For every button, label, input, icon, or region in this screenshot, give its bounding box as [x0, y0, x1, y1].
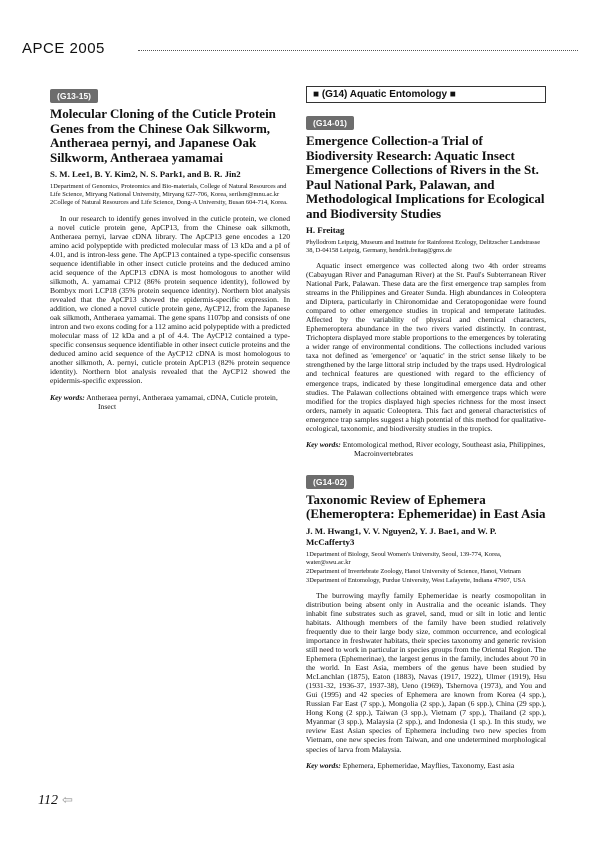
article-abstract: In our research to identify genes involved in the cuticle protein, we cloned a novel cuticle protein gene, ApCP13, from the Chinese oak silkmoth, Antheraea pernyi, larvae cDNA library. The ApCP13 gene encodes a 120 amino acid polypeptide with predicted molecular mass of 13 kDa and a pI of 4.01, and is intron-less gene. The ApCP13 contained a type-specific consensus sequence identifiable in other insect cuticle proteins and the deduced amino acid sequence of the ApCP13 cDNA is most homologous to another wild silkmoth, A. yamamai CP12 (86% protein sequence identity), followed by Bombyx mori LCP18 (35% protein sequence identity). Northern blot analysis revealed that the ApCP13 showed the epidermis-specific expression. In addition, we cloned a novel cuticle protein gene, AyCP12, from the Japanese oak silkmoth, Antheraea yamamai. The gene spans 1107bp and consists of one intron and two exons coding for a 112 amino acid polypeptide with a predicted molecular mass of 12 kDa and a pI of 4.4. The AyCP12 contained a type-specific consensus sequence identifiable in other insect cuticle proteins and the deduced amino acid sequence of the AyCP12 cDNA is most homologous to another silkmoth, A. pernyi, cuticle protein ApCP13 (82% protein sequence identity). Northern blot analysis revealed that the AyCP12 showed the epidermis-specific expression.	[50, 213, 290, 386]
article-affiliations	[306, 551, 546, 585]
keywords-label: Key words:	[306, 760, 341, 770]
article-authors: S. M. Lee1, B. Y. Kim2, N. S. Park1, and B. R. Jin2	[50, 169, 241, 179]
article-keywords	[306, 761, 546, 770]
affiliation: 1Department of Biology, Seoul Women's University, Seoul, 139-774, Korea, water@swu.ac.kr	[306, 550, 502, 567]
article-tag: (G14-01)	[306, 116, 354, 130]
article-title: Taxonomic Review of Ephemera (Ehemeroptera: Ephemeridae) in East Asia	[306, 491, 546, 522]
affiliation: 2Department of Invertebrate Zoology, Hanoi University of Science, Hanoi, Vietnam	[306, 567, 521, 575]
article-affiliations	[50, 183, 290, 208]
article-g14-01	[306, 113, 546, 458]
article-keywords	[306, 440, 546, 458]
affiliation: Phyllodrom Leipzig, Museum and Institute for Rainforest Ecology, Delitzscher Landstrasse 38, D-04158 Leipzig, Germany, hendrik.freitag@gmx.de	[306, 238, 541, 254]
article-g14-02	[306, 472, 546, 770]
article-abstract: Aquatic insect emergence was collected along two 4th order streams (Cabayugan River and Panaguman River) at the St. Paul's Subterranean River National Park, Palawan. These data are the first emergence trap samples from streams in the Philippines and Greater Sunda. High abundances in Coleoptera and Diptera, particularly in Chironomidae and Ceratopogonidae were found compared to other emergence studies in tropical and temperate latitudes. Affected by the variability of physical and chemical characters, Ephemeroptera abundance in the two rivers varied distinctly. In contrast, Trichoptera displayed more stable proportions to the emergences by tolerating a wider range of environmental conditions. The collections included various taxa not defined as 'emergence' or 'aquatic' in the strict sense likely to be strengthened by the large littoral strip included by the traps used. Hydrological and technical features are questioned with regard to the efficiency of emergence traps, indicated by these longitudinal emergence data and other studies. The Palawan collections obtained with emergence traps which were modified for the tropics displayed high species richness for the most insect orders, namely in aquatic Coleoptera. This fact and general characteristics of emergence trap samples suggest a high potential of this method for qualitative-ecological, taxonomic, and biodiversity studies in the tropics.	[306, 260, 546, 433]
article-affiliations	[306, 239, 546, 255]
article-title: Emergence Collection-a Trial of Biodiversity Research: Aquatic Insect Emergence Collections of Rivers in the St. Paul National Park, Palawan, and Methodological Implications for Ecological and Biodiversity Studies	[306, 133, 545, 221]
article-authors: H. Freitag	[306, 225, 345, 235]
right-column	[306, 86, 546, 770]
section-banner: ■ (G14) Aquatic Entomology ■	[306, 86, 546, 103]
page-footer	[38, 792, 73, 809]
article-abstract: The burrowing mayfly family Ephemeridae is nearly cosmopolitan in distribution being absent only in Australia and the oceanic islands. They inhabit fine substrates such as gravel, sand, mud or silt in lotic and lentic habitats. Although members of the family have been studied relatively frequently due to their large body size, common occurrence, and ecological importance in freshwater habitats, their species taxonomy and generic revision still need to work in particular in species groups from the Oriental Region. The Ephemera (Ephemerinae), the largest genus in the family, includes about 70 in the world. In East Asia, members of the genus have been studied by McLanchlan (1875), Eaton (1883), Navas (1917, 1922), Ulmer (1919), Hsu (1931-32, 1936-37, 1937-38), Ueno (1969), Tshernova (1973), and You and Gui (1995) and 42 species of Ephemera are known from Korea (4 spp.), Russian Far East (7 spp.), Mongolia (2 spp.), Japan (6 spp.), China (29 spp.), Hong Kong (2 spp.), Taiwan (3 spp.), Vietnam (7 spp.), Thailand (2 spp.), Myanmar (3 spp.), Malaysia (2 spp.), and Indonesia (1 sp.). In this study, we review East Asian species of Ephemera including two new species from Vietnam, one new species from Taiwan, and one undetermined morphological species of larva from Malaysia.	[306, 590, 546, 754]
keywords-text: Ephemera, Ephemeridae, Mayflies, Taxonomy, East asia	[342, 760, 515, 770]
article-keywords	[50, 393, 290, 411]
header-rule	[138, 50, 578, 51]
affiliation: 1Department of Genomics, Proteomics and Bio-materials, College of Natural Resources and Life Science, Miryang National University, Miryang 627-706, Korea, serilsm@mnu.ac.kr	[50, 182, 287, 198]
running-header	[22, 40, 578, 60]
keywords-text: Antheraea pernyi, Antheraea yamamai, cDNA, Cuticle protein, Insect	[86, 392, 278, 411]
left-column	[50, 86, 290, 411]
keywords-label: Key words:	[50, 392, 85, 402]
journal-title: APCE 2005	[22, 40, 105, 57]
affiliation: 3Department of Entomology, Purdue University, West Lafayette, Indiana 47907, USA	[306, 576, 526, 584]
left-arrow-icon: ⇦	[61, 792, 73, 807]
keywords-text: Entomological method, River ecology, Southeast asia, Philippines, Macroinvertebrates	[342, 439, 546, 458]
article-tag: (G13-15)	[50, 89, 98, 103]
article-authors: J. M. Hwang1, V. V. Nguyen2, Y. J. Bae1, and W. P. McCafferty3	[306, 525, 497, 548]
keywords-label: Key words:	[306, 439, 341, 449]
page-number: 112	[38, 793, 58, 808]
article-title: Molecular Cloning of the Cuticle Protein Genes from the Chinese Oak Silkworm, Antheraea pernyi, and Japanese Oak Silkworm, Antheraea yamamai	[50, 106, 276, 165]
affiliation: 2College of Natural Resources and Life Science, Dong-A University, Busan 604-714, Korea.	[50, 199, 288, 207]
article-tag: (G14-02)	[306, 475, 354, 489]
